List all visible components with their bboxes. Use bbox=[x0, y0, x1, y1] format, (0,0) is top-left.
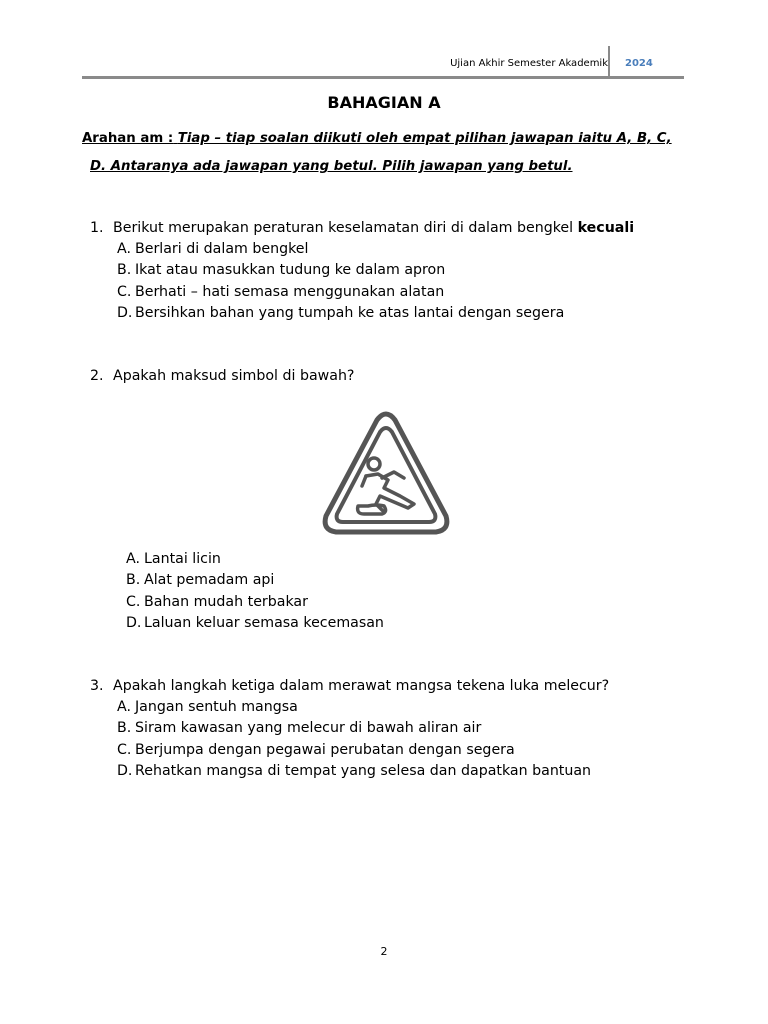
question-2 bbox=[90, 366, 354, 387]
option-letter: B. bbox=[117, 262, 132, 279]
question-1-options bbox=[117, 239, 564, 324]
question-number: 2. bbox=[90, 368, 104, 384]
question-1 bbox=[90, 218, 634, 239]
header-title: Ujian Akhir Semester Akademik bbox=[450, 58, 608, 69]
question-2-options bbox=[126, 549, 384, 634]
section-title: BAHAGIAN A bbox=[327, 93, 441, 112]
question-number: 1. bbox=[90, 220, 104, 236]
option-letter: C. bbox=[126, 593, 141, 610]
page-number: 2 bbox=[380, 945, 388, 958]
option-letter: C. bbox=[117, 283, 132, 300]
option-letter: D. bbox=[117, 762, 133, 779]
header-divider bbox=[608, 46, 610, 77]
question-text: Apakah langkah ketiga dalam merawat mangsa tekena luka melecur? bbox=[113, 678, 610, 694]
question-text: Berikut merupakan peraturan keselamatan diri di dalam bengkel bbox=[113, 220, 574, 236]
option-letter: A. bbox=[117, 241, 131, 257]
option-text: Siram kawasan yang melecur di bawah aliran air bbox=[135, 720, 482, 737]
option-c[interactable] bbox=[117, 740, 591, 761]
option-c[interactable] bbox=[126, 592, 384, 613]
slippery-floor-warning-icon bbox=[322, 408, 450, 536]
instructions-line-1 bbox=[82, 131, 672, 146]
option-text: Laluan keluar semasa kecemasan bbox=[144, 614, 384, 631]
option-c[interactable] bbox=[117, 282, 564, 303]
option-letter: B. bbox=[126, 572, 141, 589]
option-text: Alat pemadam api bbox=[144, 572, 275, 589]
option-text: Bersihkan bahan yang tumpah ke atas lantai dengan segera bbox=[135, 304, 565, 321]
option-d[interactable] bbox=[117, 303, 564, 324]
option-text: Berjumpa dengan pegawai perubatan dengan segera bbox=[135, 741, 515, 758]
option-b[interactable] bbox=[117, 260, 564, 281]
option-a[interactable] bbox=[117, 239, 564, 260]
option-letter: A. bbox=[126, 551, 140, 567]
option-text: Berhati – hati semasa menggunakan alatan bbox=[135, 283, 445, 300]
question-number: 3. bbox=[90, 678, 104, 694]
option-text: Rehatkan mangsa di tempat yang selesa dan dapatkan bantuan bbox=[135, 762, 592, 779]
option-text: Jangan sentuh mangsa bbox=[135, 699, 298, 715]
instructions-text-2: D. Antaranya ada jawapan yang betul. Pilih jawapan yang betul. bbox=[90, 159, 573, 174]
option-letter: C. bbox=[117, 741, 132, 758]
option-text: Bahan mudah terbakar bbox=[144, 593, 308, 610]
option-text: Ikat atau masukkan tudung ke dalam apron bbox=[135, 262, 446, 279]
question-text: Apakah maksud simbol di bawah? bbox=[113, 368, 355, 384]
instructions-line-2 bbox=[90, 159, 573, 174]
instructions-label: Arahan am : bbox=[82, 131, 174, 146]
option-letter: B. bbox=[117, 720, 132, 737]
option-a[interactable] bbox=[126, 549, 384, 570]
option-letter: D. bbox=[126, 614, 142, 631]
instructions-text-1: Tiap – tiap soalan diikuti oleh empat pilihan jawapan iaitu A, B, C, bbox=[177, 131, 672, 146]
header-rule bbox=[82, 76, 684, 79]
question-3-options bbox=[117, 697, 591, 782]
option-b[interactable] bbox=[126, 570, 384, 591]
option-d[interactable] bbox=[117, 761, 591, 782]
question-emphasis: kecuali bbox=[577, 220, 635, 236]
option-d[interactable] bbox=[126, 613, 384, 634]
option-a[interactable] bbox=[117, 697, 591, 718]
option-letter: A. bbox=[117, 699, 131, 715]
option-b[interactable] bbox=[117, 718, 591, 739]
option-letter: D. bbox=[117, 304, 133, 321]
header-year: 2024 bbox=[625, 58, 653, 69]
option-text: Lantai licin bbox=[144, 551, 221, 567]
option-text: Berlari di dalam bengkel bbox=[135, 241, 309, 257]
question-3 bbox=[90, 676, 609, 697]
